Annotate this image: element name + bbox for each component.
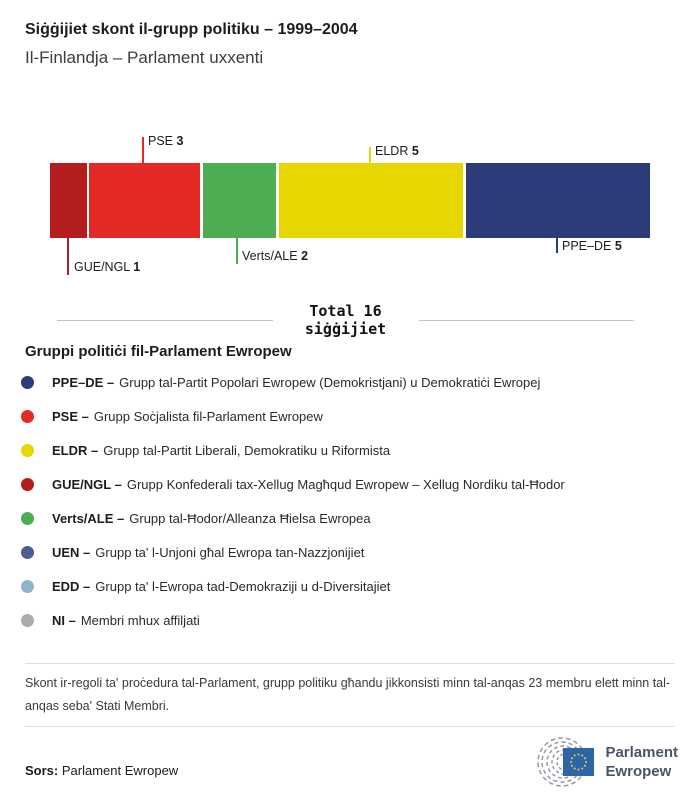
legend-group-description: Grupp tal-Ħodor/Alleanza Ħielsa Ewropea [129, 510, 371, 526]
legend-heading: Gruppi politiċi fil-Parlament Ewropew [25, 343, 292, 360]
leader-line-guengl [67, 238, 69, 275]
bar-label-eldr-value: 5 [411, 144, 419, 158]
bar-label-guengl-value: 1 [133, 260, 141, 274]
eu-flag [563, 748, 594, 776]
bar-label-pse-value: 3 [176, 134, 184, 148]
header [0, 0, 700, 69]
source-label: Sors: [25, 763, 59, 778]
page-subtitle: Il-Finlandja – Parlament uxxenti [25, 48, 264, 67]
seats-bar-chart [0, 129, 700, 289]
logo-wordmark [605, 743, 678, 781]
legend-item-guengl [0, 467, 700, 501]
logo-wordmark-line2: Ewropew [605, 763, 672, 780]
total-seats-banner [57, 302, 634, 338]
legend-group-description: Membri mhux affiljati [80, 612, 200, 628]
uen-color-dot [21, 546, 34, 559]
bar-segment-vertsale [203, 163, 277, 238]
vertsale-color-dot [21, 512, 34, 525]
total-rule-right [419, 320, 635, 321]
bar-label-vertsale [242, 249, 308, 264]
bar-label-pse [148, 134, 183, 149]
bar-label-ppede [562, 239, 622, 254]
bar-segment-ppede [466, 163, 650, 238]
bar-label-vertsale-value: 2 [301, 249, 309, 263]
total-seats-line2: siġġijiet [304, 320, 387, 338]
legend-group-description: Grupp ta' l-Ewropa tad-Demokraziji u d-Diversitajiet [95, 578, 391, 594]
legend-group-description: Grupp tal-Partit Popolari Ewropew (Demokristjani) u Demokratiċi Ewropej [119, 374, 541, 390]
hemicycle-logo-icon [531, 737, 597, 787]
legend-group-name: PSE – [52, 408, 89, 424]
leader-line-ppede [556, 238, 558, 253]
legend-group-name: EDD – [52, 578, 91, 594]
leader-line-vertsale [236, 238, 238, 264]
bar-label-vertsale-name: Verts/ALE [242, 249, 298, 263]
source-line [25, 763, 178, 778]
legend-item-ni [0, 603, 700, 637]
legend-group-description: Grupp Konfederali tax-Xellug Magħqud Ewropew – Xellug Nordiku tal-Ħodor [126, 476, 565, 492]
legend-item-uen [0, 535, 700, 569]
bar-label-eldr-name: ELDR [375, 144, 409, 158]
legend-item-edd [0, 569, 700, 603]
divider-above-footnote [25, 663, 675, 664]
legend-item-ppede [0, 365, 700, 399]
legend-group-name: ELDR – [52, 442, 99, 458]
pse-color-dot [21, 410, 34, 423]
legend-group-description: Grupp Soċjalista fil-Parlament Ewropew [93, 408, 323, 424]
logo-wordmark-line1: Parlament [605, 744, 678, 761]
ppede-color-dot [21, 376, 34, 389]
legend-item-pse [0, 399, 700, 433]
legend-item-eldr [0, 433, 700, 467]
page-title: Siġġijiet skont il-grupp politiku – 1999–2004 [25, 21, 358, 38]
bar-label-guengl-name: GUE/NGL [74, 260, 130, 274]
european-parliament-logo [531, 737, 678, 787]
guengl-color-dot [21, 478, 34, 491]
legend-group-name: GUE/NGL – [52, 476, 122, 492]
bar-label-ppede-name: PPE–DE [562, 239, 612, 253]
bar-label-pse-name: PSE [148, 134, 174, 148]
leader-line-pse [142, 137, 144, 163]
bar-segment-pse [89, 163, 200, 238]
legend-group-name: PPE–DE – [52, 374, 115, 390]
legend-group-description: Grupp tal-Partit Liberali, Demokratiku u Riformista [103, 442, 391, 458]
bar-label-ppede-value: 5 [614, 239, 622, 253]
legend-item-vertsale [0, 501, 700, 535]
legend-group-name: UEN – [52, 544, 91, 560]
leader-line-eldr [369, 147, 371, 163]
legend-group-description: Grupp ta' l-Unjoni għal Ewropa tan-Nazzjonijiet [95, 544, 365, 560]
legend [0, 365, 700, 637]
footer [0, 727, 700, 794]
footnote-text: Skont ir-regoli ta' proċedura tal-Parlament, grupp politiku għandu jikkonsisti minn tal-anqas 23 membru elett minn tal-anqas seba' Stati Membri. [25, 676, 671, 713]
total-seats-label [273, 302, 419, 338]
bar-segment-guengl [50, 163, 87, 238]
total-rule-left [57, 320, 273, 321]
edd-color-dot [21, 580, 34, 593]
legend-group-name: Verts/ALE – [52, 510, 125, 526]
eldr-color-dot [21, 444, 34, 457]
ni-color-dot [21, 614, 34, 627]
bar-label-guengl [74, 260, 140, 275]
legend-group-name: NI – [52, 612, 76, 628]
source-value: Parlament Ewropew [61, 763, 179, 778]
total-seats-line1: Total 16 [309, 302, 382, 320]
bar-segment-eldr [279, 163, 463, 238]
stacked-bar [50, 163, 650, 238]
bar-label-eldr [375, 144, 419, 159]
